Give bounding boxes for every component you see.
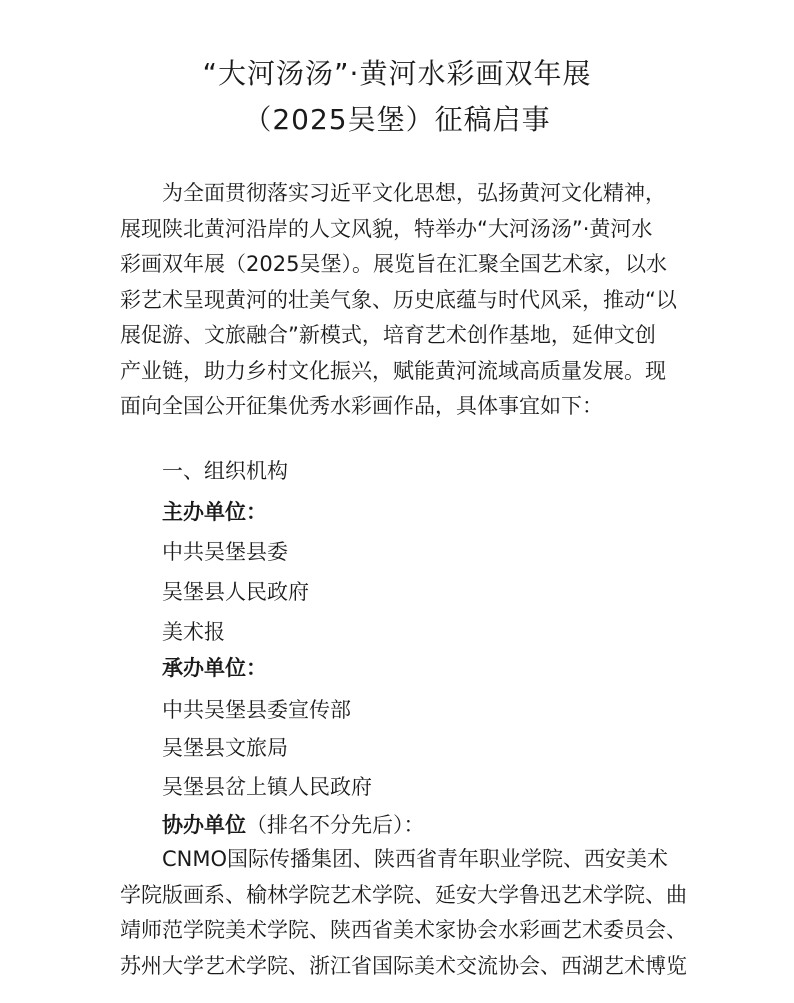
intro-line: 面向全国公开征集优秀水彩画作品，具体事宜如下： xyxy=(120,394,603,418)
host-label: 主办单位： xyxy=(162,500,267,524)
co-organizer-line: 苏州大学艺术学院、浙江省国际美术交流协会、西湖艺术博览 xyxy=(120,953,687,978)
co-organizer-line: 靖师范学院美术学院、陕西省美术家协会水彩画艺术委员会、 xyxy=(120,918,687,942)
title-line-2: （2025吴堡）征稿启事 xyxy=(243,103,551,136)
co-organizer-list xyxy=(120,842,700,984)
section-heading-organization: 一、组织机构 xyxy=(162,459,288,483)
organizer-item: 中共吴堡县委宣传部 xyxy=(162,698,351,722)
intro-line: 展促游、文旅融合”新模式，培育艺术创作基地，延伸文创 xyxy=(120,323,656,347)
intro-paragraph xyxy=(120,176,700,425)
co-organizer-label: 协办单位 xyxy=(162,813,246,837)
intro-line: 产业链，助力乡村文化振兴，赋能黄河流域高质量发展。现 xyxy=(120,358,666,383)
organizer-item: 吴堡县文旅局 xyxy=(162,736,288,760)
host-item: 吴堡县人民政府 xyxy=(162,580,309,604)
co-organizer-line: CNMO国际传播集团、陕西省青年职业学院、西安美术 xyxy=(162,847,669,871)
co-organizer-heading xyxy=(162,810,425,840)
organizer-item: 吴堡县岔上镇人民政府 xyxy=(162,775,372,799)
organizer-label: 承办单位： xyxy=(162,656,267,680)
intro-line: 为全面贯彻落实习近平文化思想，弘扬黄河文化精神， xyxy=(162,181,666,205)
host-item: 中共吴堡县委 xyxy=(162,540,288,564)
title-line-1: “大河汤汤”·黄河水彩画双年展 xyxy=(202,57,592,90)
intro-line: 彩艺术呈现黄河的壮美气象、历史底蕴与时代风采，推动“以 xyxy=(120,287,677,312)
co-organizer-note: （排名不分先后）： xyxy=(246,813,425,837)
host-item: 美术报 xyxy=(162,620,225,644)
intro-line: 彩画双年展（2025吴堡）。展览旨在汇聚全国艺术家，以水 xyxy=(120,252,667,276)
intro-line: 展现陕北黄河沿岸的人文风貌，特举办“大河汤汤”·黄河水 xyxy=(120,216,653,241)
co-organizer-line: 学院版画系、榆林学院艺术学院、延安大学鲁迅艺术学院、曲 xyxy=(120,882,687,907)
